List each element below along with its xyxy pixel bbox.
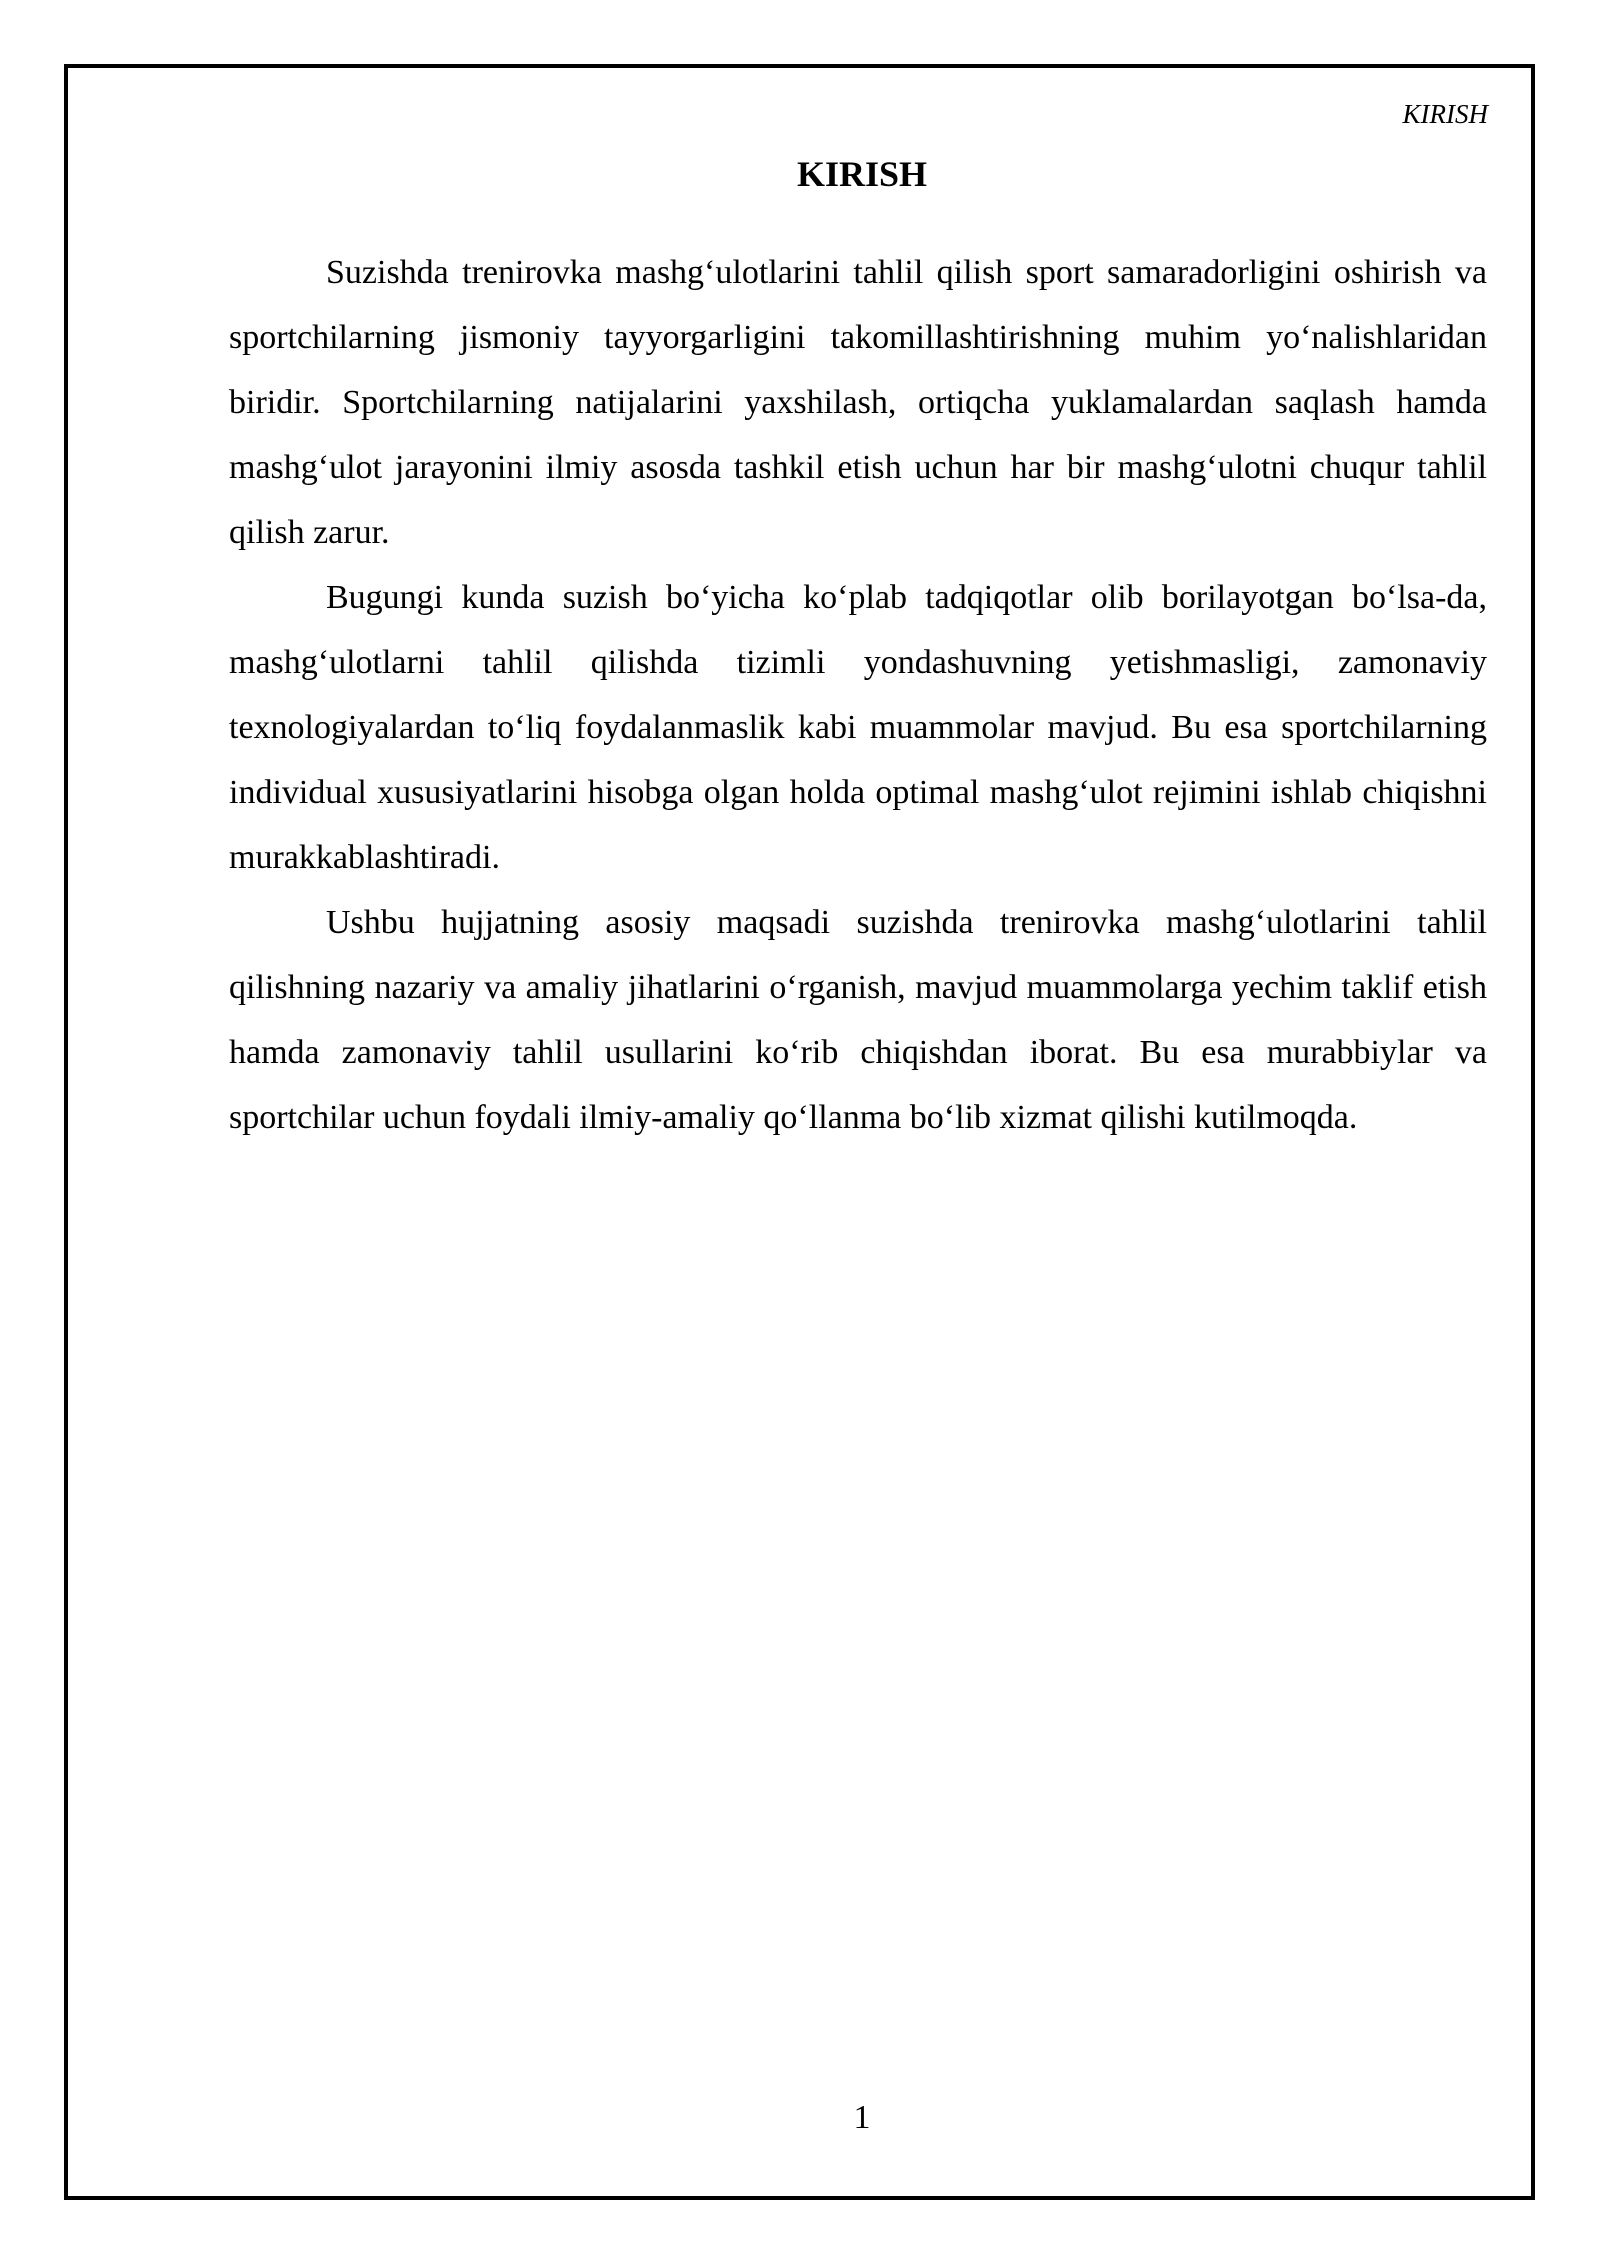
paragraph-1: Suzishda trenirovka mashg‘ulotlarini tahlil qilish sport samaradorligini oshirish va sportchilarning jismoniy tayyorgarligini takomillashtirishning muhim yo‘nalishlaridan biridir. Sportchilarning natijalarini yaxshilash, ortiqcha yuklamalardan saqlash hamda mashg‘ulot jarayonini ilmiy asosda tashkil etish uchun har bir mashg‘ulotni chuqur tahlil qilish zarur. (229, 254, 1487, 551)
page-title: KIRISH (796, 154, 928, 194)
body-text (229, 240, 1487, 1150)
paragraph-3: Ushbu hujjatning asosiy maqsadi suzishda trenirovka mashg‘ulotlarini tahlil qilishning nazariy va amaliy jihatlarini o‘rganish, mavjud muammolarga yechim taklif etish hamda zamonaviy tahlil usullarini ko‘rib chiqishdan iborat. Bu esa murabbiylar va sportchilar uchun foydali ilmiy-amaliy qo‘llanma bo‘lib xizmat qilishi kutilmoqda. (229, 904, 1487, 1136)
paragraph-2: Bugungi kunda suzish bo‘yicha ko‘plab tadqiqotlar olib borilayotgan bo‘lsa-da, mashg‘ulotlarni tahlil qilishda tizimli yondashuvning yetishmasligi, zamonaviy texnologiyalardan to‘liq foydalanmaslik kabi muammolar mavjud. Bu esa sportchilarning individual xususiyatlarini hisobga olgan holda optimal mashg‘ulot rejimini ishlab chiqishni murakkablashtiradi. (229, 579, 1487, 876)
running-header: KIRISH (1402, 99, 1488, 129)
page-number: 1 (853, 2099, 871, 2136)
